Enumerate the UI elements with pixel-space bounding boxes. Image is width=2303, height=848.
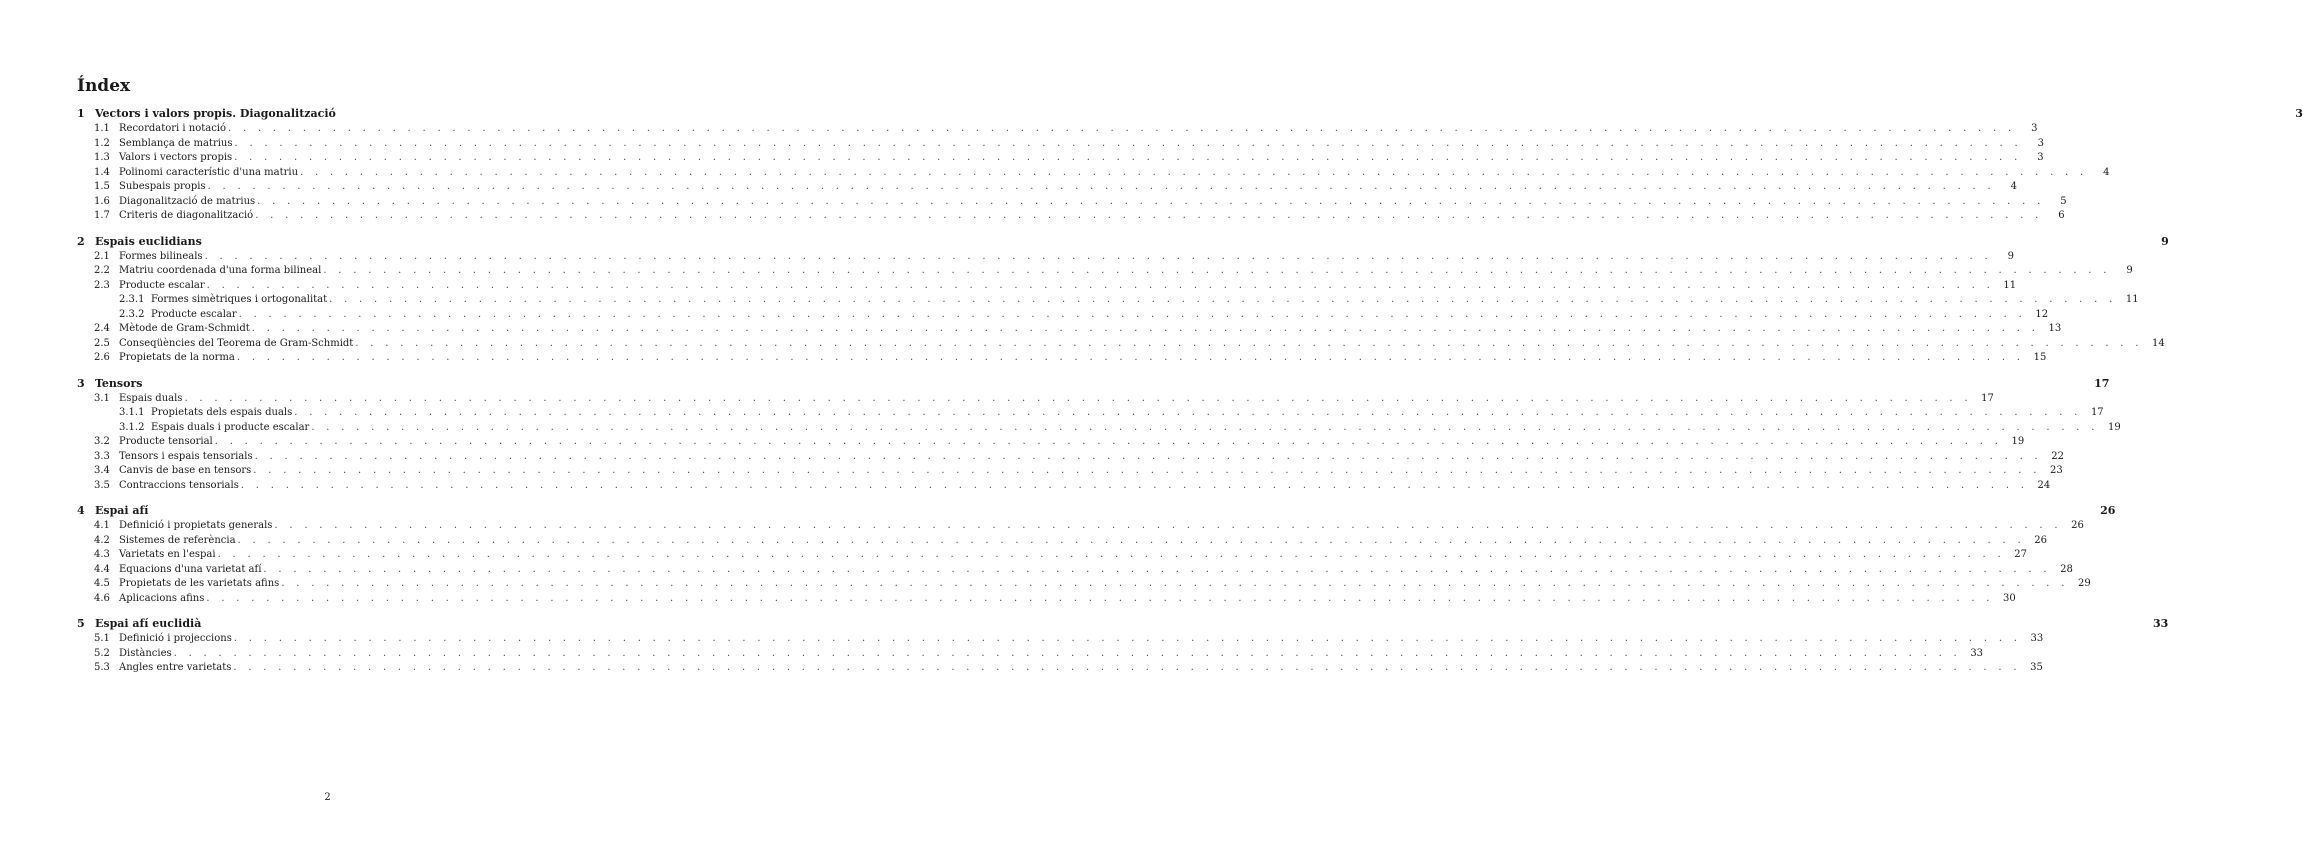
toc-chapter-entry[interactable] (77, 234, 2169, 250)
toc-chapter-block (77, 616, 2169, 676)
toc-chapter-entry[interactable] (77, 376, 2110, 392)
dot-leader: . . . . . . . . . . . . . . . . . . . . . . . . . . . . . . . . . . . . . . . . . . . . . . . . . . . . . . . . . . . . . . . . . . . . . . . . . . . . . . . . . . . . . . . . . . . . . . . . . . . . . . . . . . . . . . . . . . . . . . . . (233, 662, 2021, 673)
toc-number: 1.2 (94, 137, 110, 149)
toc-title: Subespais propis (119, 181, 206, 192)
dot-leader: . . . . . . . . . . . . . . . . . . . . . . . . . . . . . . . . . . . . . . . . . . . . . . . . . . . . . . . . . . . . . . . . . . . . . . . . . . . . . . . . . . . . . . . . . . . . . . . . . . . . . . . . . . . . . . . . . . . . . . . . (206, 279, 1995, 291)
toc-subsection-entry[interactable] (77, 308, 2049, 323)
toc-title: Producte escalar (119, 279, 205, 291)
dot-leader: . . . . . . . . . . . . . . . . . . . . . . . . . . . . . . . . . . . . . . . . . . . . . . . . . . . . . . . . . . . . . . . . . . . . . . . . . . . . . . . . . . . . . . . . . . . . . . . . . . . . . . . . . . . . . . . . . . . . . . . . (254, 450, 2043, 462)
toc-title: Espai afí (95, 504, 149, 517)
toc-section-entry[interactable] (77, 632, 2044, 647)
toc-title: Formes bilineals (119, 250, 203, 262)
toc-number: 5.2 (94, 647, 110, 659)
dot-leader: . . . . . . . . . . . . . . . . . . . . . . . . . . . . . . . . . . . . . . . . . . . . . . . . . . . . . . . . . . . . . . . . . . . . . . . . . . . . . . . . . . . . . . . . . . . . . . . . . . . . . . . . . . . . . . . . . . . . . . . . (311, 421, 2099, 433)
dot-leader: . . . . . . . . . . . . . . . . . . . . . . . . . . . . . . . . . . . . . . . . . . . . . . . . . . . . . . . . . . . . . . . . . . . . . . . . . . . . . . . . . . . . . . . . . . . . . . . . . . . . . . . . . . . . . . . . . . . . . . . . (173, 647, 1962, 659)
toc-page-number: 4 (2010, 181, 2017, 192)
toc-page-number: 33 (1970, 647, 1984, 659)
dot-leader: . . . . . . . . . . . . . . . . . . . . . . . . . . . . . . . . . . . . . . . . . . . . . . . . . . . . . . . . . . . . . . . . . . . . . . . . . . . . . . . . . . . . . . . . . . . . . . . . . . . . . . . . . . . . . . . . . . . . . . . . (228, 123, 2016, 134)
toc-page-number: 12 (2035, 308, 2049, 320)
toc-section-entry[interactable] (77, 137, 2044, 152)
toc-page-number: 17 (2090, 407, 2104, 418)
toc-number: 4.3 (94, 549, 110, 560)
toc-section-entry[interactable] (77, 450, 2065, 465)
toc-number: 5 (77, 617, 85, 630)
toc-title: Angles entre varietats (119, 662, 232, 673)
toc-chapter-block (77, 376, 2121, 494)
dot-leader: . . . . . . . . . . . . . . . . . . . . . . . . . . . . . . . . . . . . . . . . . . . . . . . . . . . . . . . . . . . . . . . . . . . . . . . . . . . . . . . . . . . . . . . . . . . . . . . . . . . . . . . . . . . . . . . . . . . . . . . . (323, 265, 2111, 276)
toc-number: 4 (77, 504, 85, 517)
toc-number: 1.3 (94, 152, 110, 163)
dot-leader: . . . . . . . . . . . . . . . . . . . . . . . . . . . . . . . . . . . . . . . . . . . . . . . . . . . . . . . . . . . . . . . . . . . . . . . . . . . . . . . . . . . . . . . . . . . . . . . . . . . . . . . . . . . . . . . . . . . . . . . . (240, 479, 2029, 491)
dot-leader: . . . . . . . . . . . . . . . . . . . . . . . . . . . . . . . . . . . . . . . . . . . . . . . . . . . . . . . . . . . . . . . . . . . . . . . . . . . . . . . . . . . . . . . . . . . . . . . . . . . . . . . . . . . . . . . . . . . . . . . . (238, 308, 2027, 320)
toc-title: Sistemes de referència (119, 534, 236, 546)
toc-title: Producte tensorial (119, 436, 213, 447)
toc-number: 2.2 (94, 265, 110, 276)
index-title: Índex (77, 76, 131, 96)
toc-section-entry[interactable] (77, 264, 2133, 279)
toc-page-number: 6 (2058, 210, 2065, 221)
toc-title: Propietats de les varietats afins (119, 578, 280, 589)
toc-page-number: 9 (2007, 250, 2014, 262)
toc-page-number: 3 (2037, 152, 2044, 163)
toc-title: Definició i projeccions (119, 633, 232, 644)
toc-section-entry[interactable] (77, 279, 2017, 294)
toc-number: 4.6 (94, 592, 110, 604)
toc-page-number: 30 (2003, 592, 2016, 604)
toc-number: 3.1.2 (119, 421, 145, 433)
toc-section-entry[interactable] (77, 548, 2027, 563)
toc-page-number: 27 (2014, 549, 2027, 560)
dot-leader: . . . . . . . . . . . . . . . . . . . . . . . . . . . . . . . . . . . . . . . . . . . . . . . . . . . . . . . . . . . . . . . . . . . . . . . . . . . . . . . . . . . . . . . . . . . . . . . . . . . . . . . . . . . . . . . . . . . . . . . . (207, 181, 1995, 192)
toc-section-entry[interactable] (77, 166, 2110, 181)
toc-number: 3.2 (94, 436, 110, 447)
toc-section-entry[interactable] (77, 209, 2065, 224)
toc-page-number: 35 (2030, 662, 2043, 673)
toc-title: Distàncies (119, 647, 172, 659)
toc-title: Vectors i valors propis. Diagonalització (95, 107, 336, 120)
toc-section-entry[interactable] (77, 351, 2047, 366)
toc-number: 5.3 (94, 662, 110, 673)
toc-page-number: 26 (2034, 534, 2047, 546)
toc-page-number: 13 (2048, 323, 2062, 334)
toc-section-entry[interactable] (77, 519, 2084, 534)
toc-title: Espais duals i producte escalar (151, 421, 310, 433)
toc-section-entry[interactable] (77, 151, 2044, 166)
toc-title: Tensors (95, 376, 143, 390)
toc-number: 2.3 (94, 279, 110, 291)
toc-page-number: 14 (2152, 337, 2165, 349)
toc-page-number: 29 (2078, 578, 2091, 589)
toc-title: Equacions d'una varietat afí (119, 563, 262, 575)
dot-leader: . . . . . . . . . . . . . . . . . . . . . . . . . . . . . . . . . . . . . . . . . . . . . . . . . . . . . . . . . . . . . . . . . . . . . . . . . . . . . . . . . . . . . . . . . . . . . . . . . . . . . . . . . . . . . . . . . . . . . . . . (237, 534, 2025, 546)
toc-page-number: 9 (2161, 234, 2169, 248)
toc-section-entry[interactable] (77, 250, 2014, 265)
toc-section-entry[interactable] (77, 435, 2025, 450)
toc-title: Definició i propietats generals (119, 520, 273, 531)
toc-title: Matriu coordenada d'una forma bilineal (119, 265, 322, 276)
toc-number: 5.1 (94, 633, 110, 644)
dot-leader: . . . . . . . . . . . . . . . . . . . . . . . . . . . . . . . . . . . . . . . . . . . . . . . . . . . . . . . . . . . . . . . . . . . . . . . . . . . . . . . . . . . . . . . . . . . . . . . . . . . . . . . . . . . . . . . . . . . . . . . . (257, 195, 2045, 207)
toc-number: 2.3.1 (119, 294, 145, 305)
toc-page-number: 28 (2060, 563, 2073, 575)
toc-title: Valors i vectors propis (119, 152, 233, 163)
dot-leader: . . . . . . . . . . . . . . . . . . . . . . . . . . . . . . . . . . . . . . . . . . . . . . . . . . . . . . . . . . . . . . . . . . . . . . . . . . . . . . . . . . . . . . . . . . . . . . . . . . . . . . . . . . . . . . . . . . . . . . . . (217, 549, 2005, 560)
toc-number: 2.4 (94, 323, 110, 334)
toc-page-number: 5 (2060, 195, 2067, 207)
toc-page-number: 9 (2126, 265, 2133, 276)
toc-section-entry[interactable] (77, 122, 2038, 137)
toc-page-number: 33 (2153, 617, 2169, 630)
dot-leader: . . . . . . . . . . . . . . . . . . . . . . . . . . . . . . . . . . . . . . . . . . . . . . . . . . . . . . . . . . . . . . . . . . . . . . . . . . . . . . . . . . . . . . . . . . . . . . . . . . . . . . . . . . . . . . . . . . . . . . . . (355, 337, 2143, 349)
toc-number: 3.1.1 (119, 407, 145, 418)
toc-number: 1.1 (94, 123, 110, 134)
toc-number: 1.4 (94, 166, 110, 178)
toc-section-entry[interactable] (77, 180, 2017, 195)
dot-leader: . . . . . . . . . . . . . . . . . . . . . . . . . . . . . . . . . . . . . . . . . . . . . . . . . . . . . . . . . . . . . . . . . . . . . . . . . . . . . . . . . . . . . . . . . . . . . . . . . . . . . . . . . . . . . . . . . . . . . . . . (263, 563, 2051, 575)
dot-leader: . . . . . . . . . . . . . . . . . . . . . . . . . . . . . . . . . . . . . . . . . . . . . . . . . . . . . . . . . . . . . . . . . . . . . . . . . . . . . . . . . . . . . . . . . . . . . . . . . . . . . . . . . . . . . . . . . . . . . . . . (204, 250, 1992, 262)
toc-number: 1 (77, 107, 85, 120)
toc-page-number: 26 (2100, 504, 2116, 517)
toc-title: Formes simètriques i ortogonalitat (151, 294, 328, 305)
toc-number: 1.7 (94, 210, 110, 221)
toc-section-entry[interactable] (77, 592, 2016, 607)
toc-chapter-entry[interactable] (77, 106, 2303, 122)
dot-leader: . . . . . . . . . . . . . . . . . . . . . . . . . . . . . . . . . . . . . . . . . . . . . . . . . . . . . . . . . . . . . . . . . . . . . . . . . . . . . . . . . . . . . . . . . . . . . . . . . . . . . . . . . . . . . . . . . . . . . . . . (274, 520, 2062, 531)
toc-section-entry[interactable] (77, 647, 1984, 662)
toc-title: Recordatori i notació (119, 123, 227, 134)
toc-title: Producte escalar (151, 308, 237, 320)
toc-title: Espai afí euclidià (95, 617, 202, 630)
toc-subsection-entry[interactable] (77, 293, 2139, 308)
toc-section-entry[interactable] (77, 563, 2073, 578)
toc-number: 2.6 (94, 352, 110, 363)
toc-page-number: 33 (2030, 633, 2044, 644)
toc-title: Espais euclidians (95, 234, 202, 248)
dot-leader: . . . . . . . . . . . . . . . . . . . . . . . . . . . . . . . . . . . . . . . . . . . . . . . . . . . . . . . . . . . . . . . . . . . . . . . . . . . . . . . . . . . . . . . . . . . . . . . . . . . . . . . . . . . . . . . . . . . . . . . . (255, 210, 2043, 221)
toc-page-number: 11 (2125, 294, 2139, 305)
toc-section-entry[interactable] (77, 337, 2165, 352)
toc-subsection-entry[interactable] (77, 421, 2121, 436)
toc-title: Polinomi característic d'una matriu (119, 166, 299, 178)
table-of-contents (77, 106, 2303, 686)
dot-leader: . . . . . . . . . . . . . . . . . . . . . . . . . . . . . . . . . . . . . . . . . . . . . . . . . . . . . . . . . . . . . . . . . . . . . . . . . . . . . . . . . . . . . . . . . . . . . . . . . . . . . . . . . . . . . . . . . . . . . . . . (329, 294, 2117, 305)
dot-leader: . . . . . . . . . . . . . . . . . . . . . . . . . . . . . . . . . . . . . . . . . . . . . . . . . . . . . . . . . . . . . . . . . . . . . . . . . . . . . . . . . . . . . . . . . . . . . . . . . . . . . . . . . . . . . . . . . . . . . . . . (251, 323, 2040, 334)
dot-leader: . . . . . . . . . . . . . . . . . . . . . . . . . . . . . . . . . . . . . . . . . . . . . . . . . . . . . . . . . . . . . . . . . . . . . . . . . . . . . . . . . . . . . . . . . . . . . . . . . . . . . . . . . . . . . . . . . . . . . . . . (234, 152, 2022, 163)
toc-page-number: 4 (2103, 166, 2110, 178)
toc-title: Varietats en l'espai (119, 549, 216, 560)
toc-number: 4.1 (94, 520, 110, 531)
toc-number: 3.1 (94, 392, 110, 404)
toc-title: Espais duals (119, 392, 183, 404)
toc-title: Propietats de la norma (119, 352, 235, 363)
toc-page-number: 26 (2071, 520, 2084, 531)
dot-leader: . . . . . . . . . . . . . . . . . . . . . . . . . . . . . . . . . . . . . . . . . . . . . . . . . . . . . . . . . . . . . . . . . . . . . . . . . . . . . . . . . . . . . . . . . . . . . . . . . . . . . . . . . . . . . . . . . . . . . . . . (253, 465, 2041, 476)
toc-title: Conseqüències del Teorema de Gram-Schmidt (119, 337, 354, 349)
dot-leader: . . . . . . . . . . . . . . . . . . . . . . . . . . . . . . . . . . . . . . . . . . . . . . . . . . . . . . . . . . . . . . . . . . . . . . . . . . . . . . . . . . . . . . . . . . . . . . . . . . . . . . . . . . . . . . . . . . . . . . . . (236, 352, 2025, 363)
toc-title: Canvis de base en tensors (119, 465, 252, 476)
toc-section-entry[interactable] (77, 322, 2062, 337)
toc-section-entry[interactable] (77, 577, 2091, 592)
toc-subsection-entry[interactable] (77, 406, 2104, 421)
toc-number: 3.5 (94, 479, 110, 491)
toc-section-entry[interactable] (77, 479, 2051, 494)
toc-number: 2 (77, 234, 85, 248)
toc-number: 2.5 (94, 337, 110, 349)
toc-section-entry[interactable] (77, 392, 1994, 407)
dot-leader: . . . . . . . . . . . . . . . . . . . . . . . . . . . . . . . . . . . . . . . . . . . . . . . . . . . . . . . . . . . . . . . . . . . . . . . . . . . . . . . . . . . . . . . . . . . . . . . . . . . . . . . . . . . . . . . . . . . . . . . . (206, 592, 1994, 604)
toc-section-entry[interactable] (77, 464, 2063, 479)
toc-page-number: 15 (2033, 352, 2047, 363)
dot-leader: . . . . . . . . . . . . . . . . . . . . . . . . . . . . . . . . . . . . . . . . . . . . . . . . . . . . . . . . . . . . . . . . . . . . . . . . . . . . . . . . . . . . . . . . . . . . . . . . . . . . . . . . . . . . . . . . . . . . . . . . (214, 436, 2003, 447)
toc-title: Mètode de Gram-Schmidt (119, 323, 250, 334)
toc-title: Contraccions tensorials (119, 479, 239, 491)
toc-section-entry[interactable] (77, 534, 2047, 549)
dot-leader: . . . . . . . . . . . . . . . . . . . . . . . . . . . . . . . . . . . . . . . . . . . . . . . . . . . . . . . . . . . . . . . . . . . . . . . . . . . . . . . . . . . . . . . . . . . . . . . . . . . . . . . . . . . . . . . . . . . . . . . . (234, 137, 2022, 149)
toc-page-number: 24 (2037, 479, 2051, 491)
dot-leader: . . . . . . . . . . . . . . . . . . . . . . . . . . . . . . . . . . . . . . . . . . . . . . . . . . . . . . . . . . . . . . . . . . . . . . . . . . . . . . . . . . . . . . . . . . . . . . . . . . . . . . . . . . . . . . . . . . . . . . . . (300, 166, 2088, 178)
dot-leader: . . . . . . . . . . . . . . . . . . . . . . . . . . . . . . . . . . . . . . . . . . . . . . . . . . . . . . . . . . . . . . . . . . . . . . . . . . . . . . . . . . . . . . . . . . . . . . . . . . . . . . . . . . . . . . . . . . . . . . . . (233, 633, 2022, 644)
toc-number: 4.5 (94, 578, 110, 589)
toc-number: 1.6 (94, 195, 110, 207)
dot-leader: . . . . . . . . . . . . . . . . . . . . . . . . . . . . . . . . . . . . . . . . . . . . . . . . . . . . . . . . . . . . . . . . . . . . . . . . . . . . . . . . . . . . . . . . . . . . . . . . . . . . . . . . . . . . . . . . . . . . . . . . (184, 392, 1972, 404)
toc-number: 4.4 (94, 563, 110, 575)
toc-page-number: 3 (2295, 107, 2303, 120)
toc-title: Propietats dels espais duals (151, 407, 293, 418)
toc-chapter-block (77, 503, 2116, 606)
toc-chapter-block (77, 106, 2303, 224)
dot-leader: . . . . . . . . . . . . . . . . . . . . . . . . . . . . . . . . . . . . . . . . . . . . . . . . . . . . . . . . . . . . . . . . . . . . . . . . . . . . . . . . . . . . . . . . . . . . . . . . . . . . . . . . . . . . . . . . . . . . . . . . (281, 578, 2069, 589)
toc-page-number: 17 (2094, 376, 2110, 390)
toc-page-number: 17 (1981, 392, 1994, 404)
toc-chapter-entry[interactable] (77, 503, 2116, 519)
toc-chapter-block (77, 234, 2169, 366)
dot-leader: . . . . . . . . . . . . . . . . . . . . . . . . . . . . . . . . . . . . . . . . . . . . . . . . . . . . . . . . . . . . . . . . . . . . . . . . . . . . . . . . . . . . . . . . . . . . . . . . . . . . . . . . . . . . . . . . . . . . . . . . (294, 407, 2082, 418)
toc-number: 2.1 (94, 250, 110, 262)
toc-section-entry[interactable] (77, 195, 2067, 210)
toc-title: Aplicacions afins (119, 592, 205, 604)
toc-number: 1.5 (94, 181, 110, 192)
toc-page-number: 3 (2037, 137, 2044, 149)
toc-number: 3.4 (94, 465, 110, 476)
toc-section-entry[interactable] (77, 661, 2043, 676)
toc-page-number: 11 (2003, 279, 2017, 291)
page-number: 2 (324, 792, 331, 803)
toc-chapter-entry[interactable] (77, 616, 2169, 632)
toc-title: Semblança de matrius (119, 137, 233, 149)
toc-title: Criteris de diagonalització (119, 210, 254, 221)
toc-page-number: 19 (2108, 421, 2121, 433)
toc-page-number: 3 (2031, 123, 2038, 134)
toc-page-number: 19 (2011, 436, 2025, 447)
toc-number: 3.3 (94, 450, 110, 462)
toc-page-number: 22 (2051, 450, 2065, 462)
toc-page-number: 23 (2049, 465, 2063, 476)
toc-number: 2.3.2 (119, 308, 145, 320)
toc-title: Tensors i espais tensorials (119, 450, 253, 462)
toc-number: 4.2 (94, 534, 110, 546)
toc-title: Diagonalització de matrius (119, 195, 256, 207)
toc-number: 3 (77, 376, 85, 390)
